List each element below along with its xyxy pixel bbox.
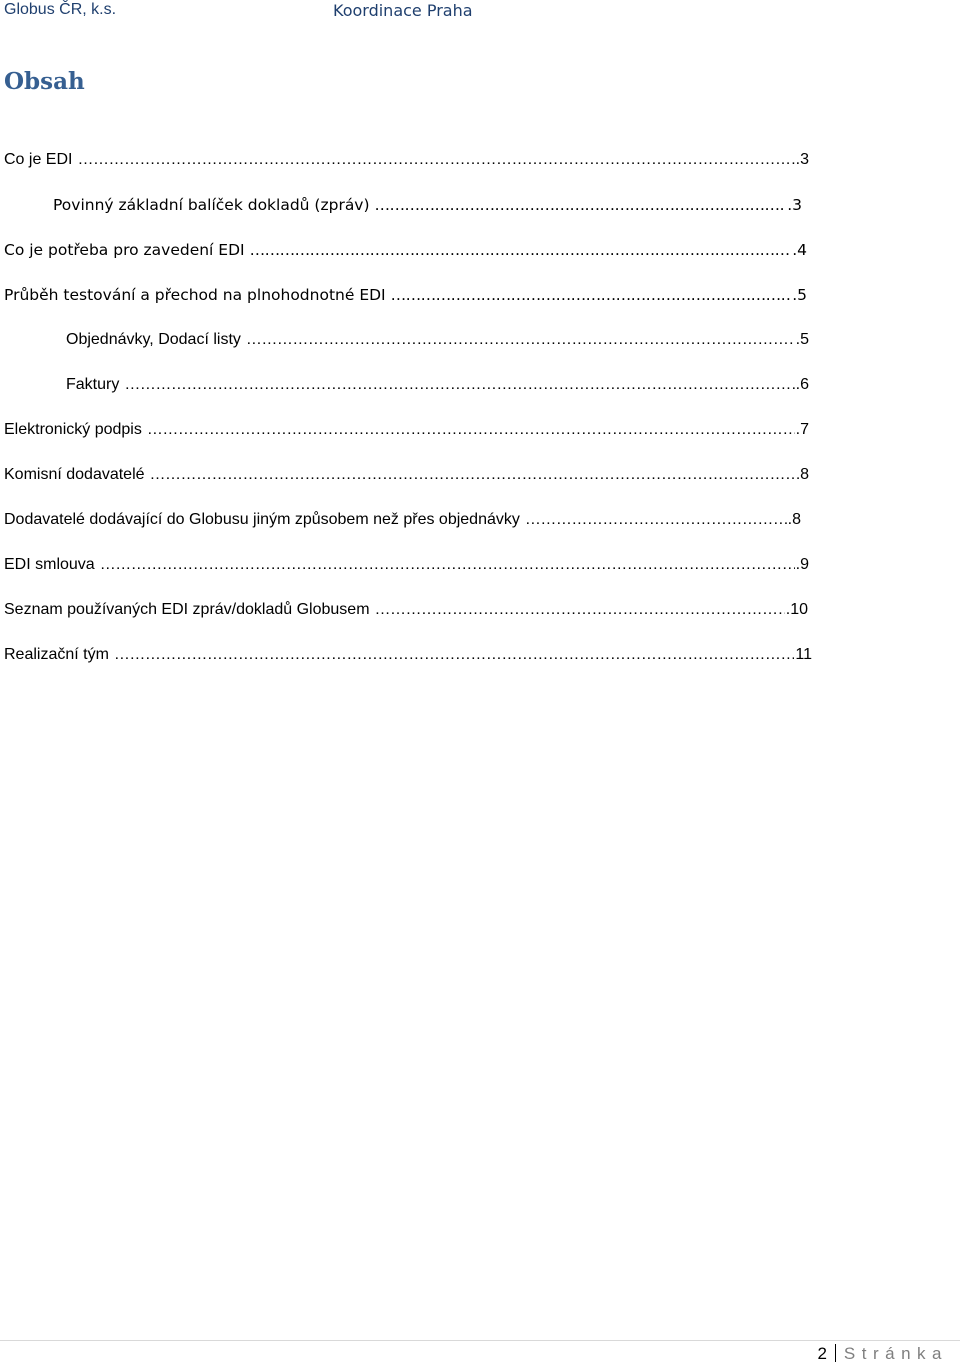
- toc-entry-label: Faktury: [66, 376, 120, 393]
- toc-entry-page: .10: [785, 601, 808, 618]
- toc-entry-page: .4: [792, 241, 807, 259]
- toc-entry-page: .3: [795, 151, 809, 168]
- toc-leader: [525, 510, 787, 530]
- toc-entry[interactable]: [66, 330, 809, 350]
- toc-entry-label: Realizační tým: [4, 646, 109, 663]
- toc-leader: [147, 420, 795, 440]
- toc-entry-label: Povinný základní balíček dokladů (zpráv): [53, 196, 370, 214]
- toc-entry[interactable]: [4, 465, 809, 485]
- toc-heading: Obsah: [4, 68, 85, 95]
- toc-entry-label: EDI smlouva: [4, 556, 95, 573]
- toc-leader: [77, 150, 794, 170]
- toc-entry-page: .6: [795, 376, 809, 393]
- page-footer: [817, 1344, 948, 1364]
- toc-entry-page: 11: [795, 646, 812, 663]
- toc-entry-label: Elektronický podpis: [4, 421, 142, 438]
- toc-leader: [250, 240, 792, 260]
- toc-entry[interactable]: [4, 285, 807, 305]
- toc-leader: [100, 555, 795, 575]
- toc-leader: [124, 375, 794, 395]
- toc-entry-label: Co je EDI: [4, 151, 73, 168]
- toc-entry-label: Komisní dodavatelé: [4, 466, 145, 483]
- toc-entry-page: .5: [795, 331, 809, 348]
- toc-entry-label: Seznam používaných EDI zpráv/dokladů Globusem: [4, 601, 370, 618]
- footer-divider: [0, 1340, 960, 1341]
- toc-leader: [246, 330, 795, 350]
- toc-entry[interactable]: [4, 645, 812, 665]
- toc-entry[interactable]: [4, 240, 807, 260]
- toc-entry[interactable]: [4, 510, 801, 530]
- toc-leader: [150, 465, 800, 485]
- toc-entry-label: Co je potřeba pro zavedení EDI: [4, 241, 245, 259]
- header-department: Koordinace Praha: [333, 1, 473, 20]
- toc-entry[interactable]: [53, 195, 802, 215]
- toc-entry[interactable]: [4, 420, 809, 440]
- page-number: 2: [817, 1344, 827, 1363]
- toc-entry-label: Průběh testování a přechod na plnohodnotné EDI: [4, 286, 386, 304]
- toc-entry-page: .3: [787, 196, 802, 214]
- toc-entry-label: Objednávky, Dodací listy: [66, 331, 241, 348]
- page-word: Stránka: [843, 1344, 948, 1363]
- toc-entry-page: .7: [795, 421, 809, 438]
- toc-entry[interactable]: [4, 150, 809, 170]
- toc-entry-page: .5: [792, 286, 807, 304]
- toc-leader: [375, 600, 785, 620]
- toc-entry[interactable]: [4, 600, 808, 620]
- toc-entry-label: Dodavatelé dodávající do Globusu jiným způsobem než přes objednávky: [4, 511, 520, 528]
- header-company: Globus ČR, k.s.: [4, 1, 117, 18]
- toc-entry[interactable]: [4, 555, 809, 575]
- toc-entry-page: .8: [787, 511, 801, 528]
- toc-entry-page: .9: [795, 556, 809, 573]
- toc-leader: [375, 195, 787, 215]
- toc-entry[interactable]: [66, 375, 809, 395]
- footer-separator: [835, 1344, 836, 1362]
- toc-entry-page: 8: [800, 466, 809, 483]
- toc-leader: [391, 285, 792, 305]
- toc-leader: [114, 645, 794, 665]
